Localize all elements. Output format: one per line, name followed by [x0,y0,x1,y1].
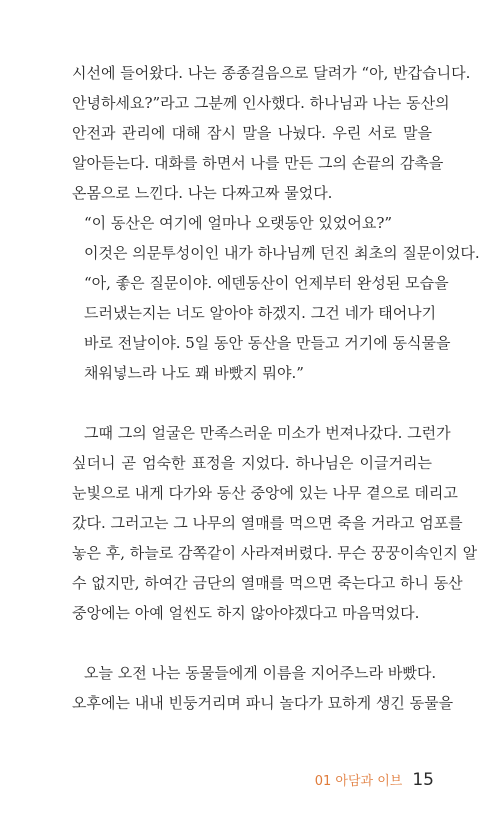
quote-line: “아, 좋은 질문이야. 에덴동산이 언제부터 완성된 모습을 [84,274,449,292]
paragraph-gap [72,388,432,418]
text-line: 갔다. 그러고는 그 나무의 열매를 먹으면 죽을 거라고 엄포를 [72,514,463,532]
quote-line: 드러냈는지는 너도 알아야 하겠지. 그건 네가 태어나기 [84,304,437,322]
text-line: 시선에 들어왔다. 나는 종종걸음으로 달려가 “아, 반갑습니다. [72,64,471,82]
text-line: 그때 그의 얼굴은 만족스러운 미소가 번져나갔다. 그런가 [84,424,451,442]
text-line: 알아듣는다. 대화를 하면서 나를 만든 그의 손끝의 감촉을 [72,154,444,172]
running-title: 01 아담과 이브 [314,774,403,789]
text-line: 온몸으로 느낀다. 나는 다짜고짜 물었다. [72,184,333,202]
text-line: 놓은 후, 하늘로 감쪽같이 사라져버렸다. 무슨 꿍꿍이속인지 알 [72,544,478,562]
page-number: 15 [412,770,434,790]
text-line: 오늘 오전 나는 동물들에게 이름을 지어주느라 바빴다. [84,664,437,682]
text-line: 중앙에는 아예 얼씬도 하지 않아야겠다고 마음먹었다. [72,604,420,622]
text-line: 안녕하세요?”라고 그분께 인사했다. 하나님과 나는 동산의 [72,94,450,112]
paragraph-gap [72,628,432,658]
body-text [72,58,480,718]
text-line: 싶더니 곧 엄숙한 표정을 지었다. 하나님은 이글거리는 [72,454,432,472]
text-line: 눈빛으로 내게 다가와 동산 중앙에 있는 나무 곁으로 데리고 [72,484,458,502]
text-line: 수 없지만, 하여간 금단의 열매를 먹으면 죽는다고 하니 동산 [72,574,463,592]
page-footer [315,770,434,790]
text-line: 오후에는 내내 빈둥거리며 파니 놀다가 묘하게 생긴 동물을 [72,694,454,712]
quote-line: “이 동산은 여기에 얼마나 오랫동안 있었어요?” [84,214,393,232]
quote-line: 바로 전날이야. 5일 동안 동산을 만들고 거기에 동식물을 [84,334,451,352]
text-line: 안전과 관리에 대해 잠시 말을 나눴다. 우린 서로 말을 [72,124,432,142]
quote-line: 채워넣느라 나도 꽤 바빴지 뭐야.” [84,364,304,382]
text-line: 이것은 의문투성이인 내가 하나님께 던진 최초의 질문이었다. [84,244,480,262]
